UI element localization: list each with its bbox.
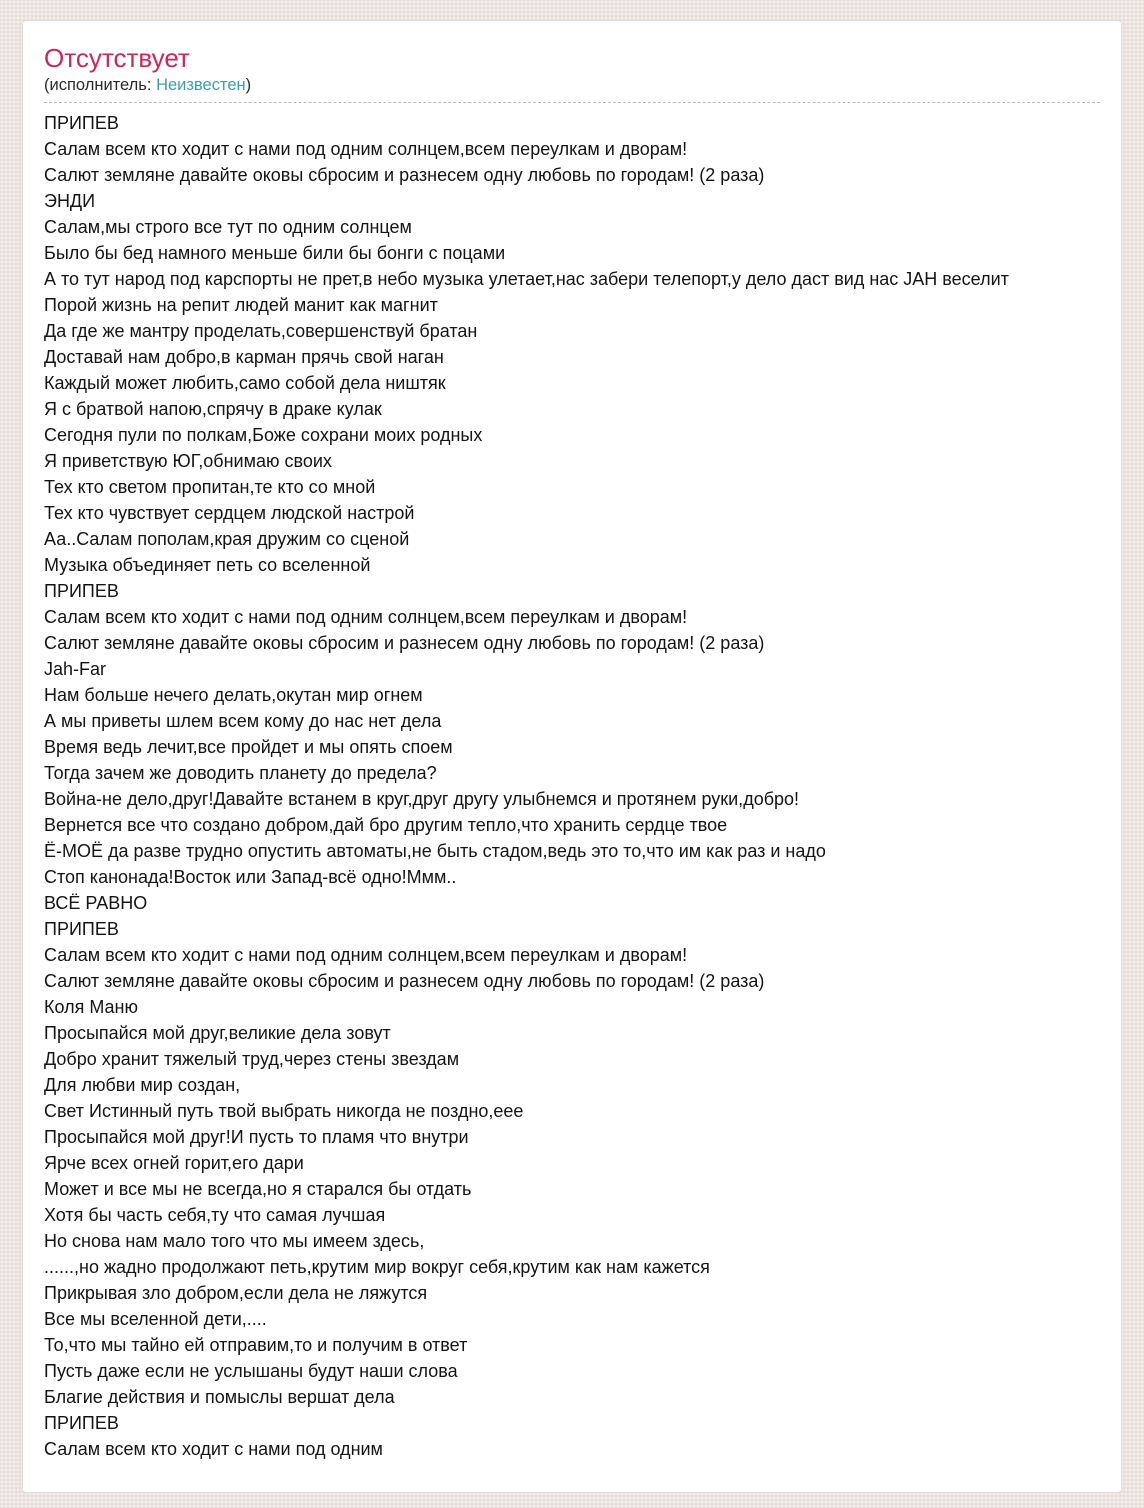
artist-line-suffix: ) bbox=[245, 76, 252, 94]
lyric-line: Свет Истинный путь твой выбрать никогда не поздно,еее bbox=[44, 1101, 524, 1121]
lyric-line: Сегодня пули по полкам,Боже сохрани моих родных bbox=[44, 425, 483, 445]
lyric-line: Музыка объединяет петь со вселенной bbox=[44, 555, 371, 575]
lyric-line: Каждый может любить,само собой дела ништяк bbox=[44, 373, 446, 393]
lyrics-card bbox=[22, 20, 1122, 1493]
lyric-line: Просыпайся мой друг!И пусть то пламя что внутри bbox=[44, 1127, 469, 1147]
lyric-line: А то тут народ под карспорты не прет,в небо музыка улетает,нас забери телепорт,у дело даст вид нас JAH веселит bbox=[44, 269, 1009, 289]
lyric-line: Тех кто светом пропитан,те кто со мной bbox=[44, 477, 376, 497]
lyric-line: Jah-Far bbox=[44, 659, 107, 679]
lyric-line: А мы приветы шлем всем кому до нас нет дела bbox=[44, 711, 442, 731]
lyrics-text-block bbox=[44, 110, 1100, 1462]
lyric-line: Я приветствую ЮГ,обнимаю своих bbox=[44, 451, 332, 471]
artist-label: (исполнитель: bbox=[44, 76, 157, 94]
lyric-line: Салют земляне давайте оковы сбросим и разнесем одну любовь по городам! (2 раза) bbox=[44, 633, 765, 653]
lyric-line: Аа..Салам пополам,края дружим со сценой bbox=[44, 529, 410, 549]
lyric-line: Время ведь лечит,все пройдет и мы опять споем bbox=[44, 737, 453, 757]
lyric-line: Порой жизнь на репит людей манит как магнит bbox=[44, 295, 438, 315]
lyric-line: Добро хранит тяжелый труд,через стены звездам bbox=[44, 1049, 460, 1069]
lyric-line: ЭНДИ bbox=[44, 191, 96, 211]
lyric-line: Салют земляне давайте оковы сбросим и разнесем одну любовь по городам! (2 раза) bbox=[44, 165, 765, 185]
lyric-line: Для любви мир создан, bbox=[44, 1075, 241, 1095]
lyric-line: Благие действия и помыслы вершат дела bbox=[44, 1387, 395, 1407]
lyric-line: Хотя бы часть себя,ту что самая лучшая bbox=[44, 1205, 386, 1225]
lyric-line: ВСЁ РАВНО bbox=[44, 893, 148, 913]
lyric-line: Тех кто чувствует сердцем людской настрой bbox=[44, 503, 415, 523]
lyric-line: Тогда зачем же доводить планету до предела? bbox=[44, 763, 437, 783]
lyric-line: Салам всем кто ходит с нами под одним bbox=[44, 1439, 383, 1459]
lyric-line: Коля Маню bbox=[44, 997, 138, 1017]
lyric-line: Пусть даже если не услышаны будут наши слова bbox=[44, 1361, 458, 1381]
artist-link[interactable]: Неизвестен bbox=[156, 76, 246, 94]
lyric-line: Салам,мы строго все тут по одним солнцем bbox=[44, 217, 412, 237]
lyric-line: То,что мы тайно ей отправим,то и получим в ответ bbox=[44, 1335, 468, 1355]
lyric-line: ПРИПЕВ bbox=[44, 919, 119, 939]
lyric-line: Было бы бед намного меньше били бы бонги с поцами bbox=[44, 243, 506, 263]
lyric-line: Салют земляне давайте оковы сбросим и разнесем одну любовь по городам! (2 раза) bbox=[44, 971, 765, 991]
lyric-line: Но снова нам мало того что мы имеем здесь, bbox=[44, 1231, 425, 1251]
lyric-line: Просыпайся мой друг,великие дела зовут bbox=[44, 1023, 391, 1043]
lyric-line: Нам больше нечего делать,окутан мир огнем bbox=[44, 685, 423, 705]
lyric-line: Может и все мы не всегда,но я старался бы отдать bbox=[44, 1179, 472, 1199]
lyric-line: Я с братвой напою,спрячу в драке кулак bbox=[44, 399, 382, 419]
lyric-line: Ё-МОЁ да разве трудно опустить автоматы,не быть стадом,ведь это то,что им как раз и надо bbox=[44, 841, 826, 861]
lyric-line: ПРИПЕВ bbox=[44, 113, 119, 133]
lyric-line: Доставай нам добро,в карман прячь свой наган bbox=[44, 347, 444, 367]
lyric-line: Война-не дело,друг!Давайте встанем в круг,друг другу улыбнемся и протянем руки,добро! bbox=[44, 789, 800, 809]
lyric-line: ПРИПЕВ bbox=[44, 1413, 119, 1433]
artist-line bbox=[44, 75, 1100, 95]
lyric-line: Салам всем кто ходит с нами под одним солнцем,всем переулкам и дворам! bbox=[44, 607, 688, 627]
lyric-line: ......,но жадно продолжают петь,крутим мир вокруг себя,крутим как нам кажется bbox=[44, 1257, 710, 1277]
lyric-line: ПРИПЕВ bbox=[44, 581, 119, 601]
lyric-line: Все мы вселенной дети,.... bbox=[44, 1309, 267, 1329]
song-header bbox=[44, 43, 1100, 103]
lyric-line: Прикрывая зло добром,если дела не ляжутся bbox=[44, 1283, 428, 1303]
lyric-line: Стоп канонада!Восток или Запад-всё одно!Ммм.. bbox=[44, 867, 457, 887]
lyric-line: Да где же мантру проделать,совершенствуй братан bbox=[44, 321, 478, 341]
lyric-line: Салам всем кто ходит с нами под одним солнцем,всем переулкам и дворам! bbox=[44, 139, 688, 159]
lyric-line: Салам всем кто ходит с нами под одним солнцем,всем переулкам и дворам! bbox=[44, 945, 688, 965]
lyric-line: Вернется все что создано добром,дай бро другим тепло,что хранить сердце твое bbox=[44, 815, 728, 835]
song-title-link[interactable]: Отсутствует bbox=[44, 43, 190, 73]
lyric-line: Ярче всех огней горит,его дари bbox=[44, 1153, 304, 1173]
